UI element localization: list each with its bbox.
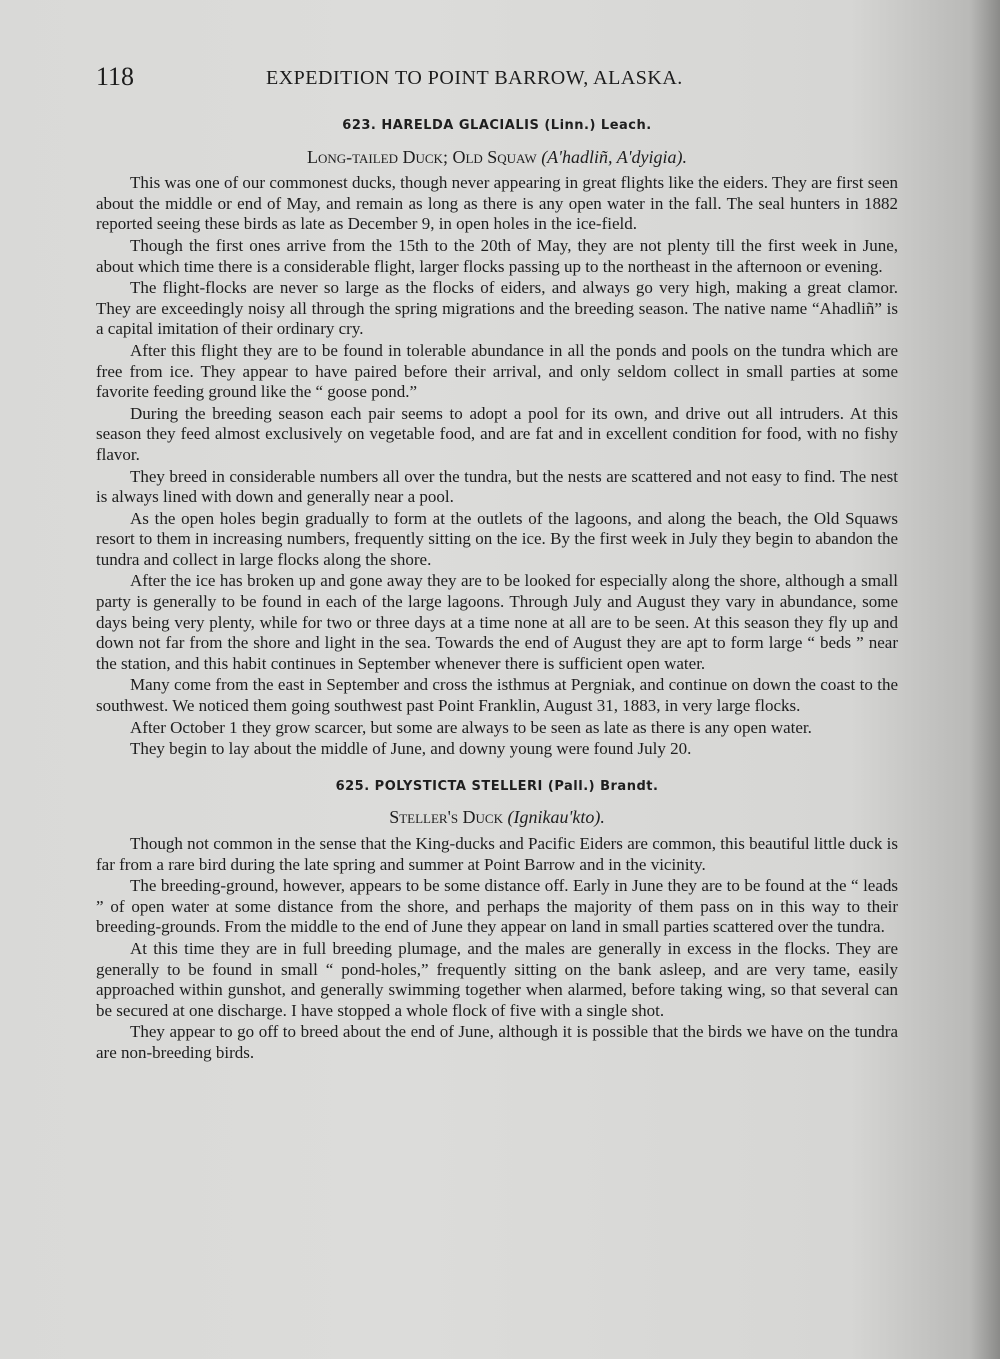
paragraph: During the breeding season each pair seems to adopt a pool for its own, and drive out all intruders. At this season they feed almost exclusively on vegetable food, and are fat and in excellent condition for food, with no fishy flavor. <box>96 403 898 464</box>
paragraph: Many come from the east in September and cross the isthmus at Pergniak, and continue on down the coast to the southwest. We noticed them going southwest past Point Franklin, August 31, 1883, in very large flocks. <box>96 675 898 716</box>
paragraph: As the open holes begin gradually to form at the outlets of the lagoons, and along the beach, the Old Squaws resort to them in increasing numbers, frequently sitting on the ice. By the first week in July they begin to abandon the tundra and collect in large flocks along the shore. <box>96 508 898 569</box>
running-title: EXPEDITION TO POINT BARROW, ALASKA. <box>266 67 683 89</box>
paragraph: After this flight they are to be found in tolerable abundance in all the ponds and pools on the tundra which are free from ice. They appear to have paired before their arrival, and only seldom collect in small parties at some favorite feeding ground like the “ goose pond.” <box>96 340 898 402</box>
paragraph: They begin to lay about the middle of June, and downy young were found July 20. <box>130 739 692 759</box>
paragraph: At this time they are in full breeding plumage, and the males are generally in excess in the flocks. They are generally to be found in small “ pond-holes,” frequently sitting on the bank asleep, and are very tame, easily approached within gunshot, and generally swimming together when alarmed, before taking wing, so that several can be secured at one discharge. I have stopped a whole flock of five with a single shot. <box>96 938 898 1020</box>
paragraph: The flight-flocks are never so large as the flocks of eiders, and always go very high, making a great clamor. They are exceedingly noisy all through the spring migrations and the breeding season. The native name “Ahadliñ” is a capital imitation of their ordinary cry. <box>96 278 898 339</box>
paragraph: They breed in considerable numbers all over the tundra, but the nests are scattered and not easy to find. The nest is always lined with down and generally near a pool. <box>96 466 898 507</box>
native-names: (Ignikau'kto). <box>507 807 605 828</box>
paragraph: After October 1 they grow scarcer, but some are always to be seen as late as there is any open water. <box>130 717 812 737</box>
paragraph: Though the first ones arrive from the 15th to the 20th of May, they are not plenty till the first week in June, about which time there is a considerable flight, larger flocks passing up to the northeast in the afternoon or evening. <box>96 235 898 276</box>
page-number: 118 <box>96 62 135 91</box>
species-heading-polysticta: 625. POLYSTICTA STELLERI (Pall.) Brandt. <box>335 778 659 794</box>
common-name: Steller's Duck <box>389 807 503 828</box>
common-name-heading-harelda <box>96 147 898 168</box>
paragraph: They appear to go off to breed about the end of June, although it is possible that the birds we have on the tundra are non-breeding birds. <box>96 1022 898 1062</box>
common-name-heading-polysticta <box>96 807 898 828</box>
native-names: (A'hadliñ, A'dyigia). <box>541 146 688 167</box>
common-name: Long-tailed Duck; Old Squaw <box>306 146 537 167</box>
paragraph: This was one of our commonest ducks, though never appearing in great flights like the eiders. They are first seen about the middle or end of May, and remain as long as there is any open water in the fall. The seal hunters in 1882 reported seeing these birds as late as December 9, in open holes in the ice-field. <box>96 173 898 234</box>
page-header <box>96 62 896 102</box>
page-content <box>96 112 898 1065</box>
paragraph: Though not common in the sense that the King-ducks and Pacific Eiders are common, this beautiful little duck is far from a rare bird during the late spring and summer at Point Barrow and in the vicinity. <box>96 834 898 874</box>
paragraph: The breeding-ground, however, appears to be some distance off. Early in June they are to be found at the “ leads ” of open water at some distance from the shore, and perhaps the majority of them pass on in this way to their breeding-grounds. From the middle to the end of June they appear on land in small parties scattered over the tundra. <box>96 876 898 937</box>
paragraph: After the ice has broken up and gone away they are to be looked for especially along the shore, although a small party is generally to be found in each of the large lagoons. Through July and August they vary in abundance, some days being very plenty, while for two or three days at a time none at all are to be seen. At this season they fly up and down not far from the shore and light in the sea. Towards the end of August they are apt to form large “ beds ” near the station, and this habit continues in September whenever there is sufficient open water. <box>96 571 898 673</box>
species-heading-harelda: 623. HARELDA GLACIALIS (Linn.) Leach. <box>342 118 652 133</box>
